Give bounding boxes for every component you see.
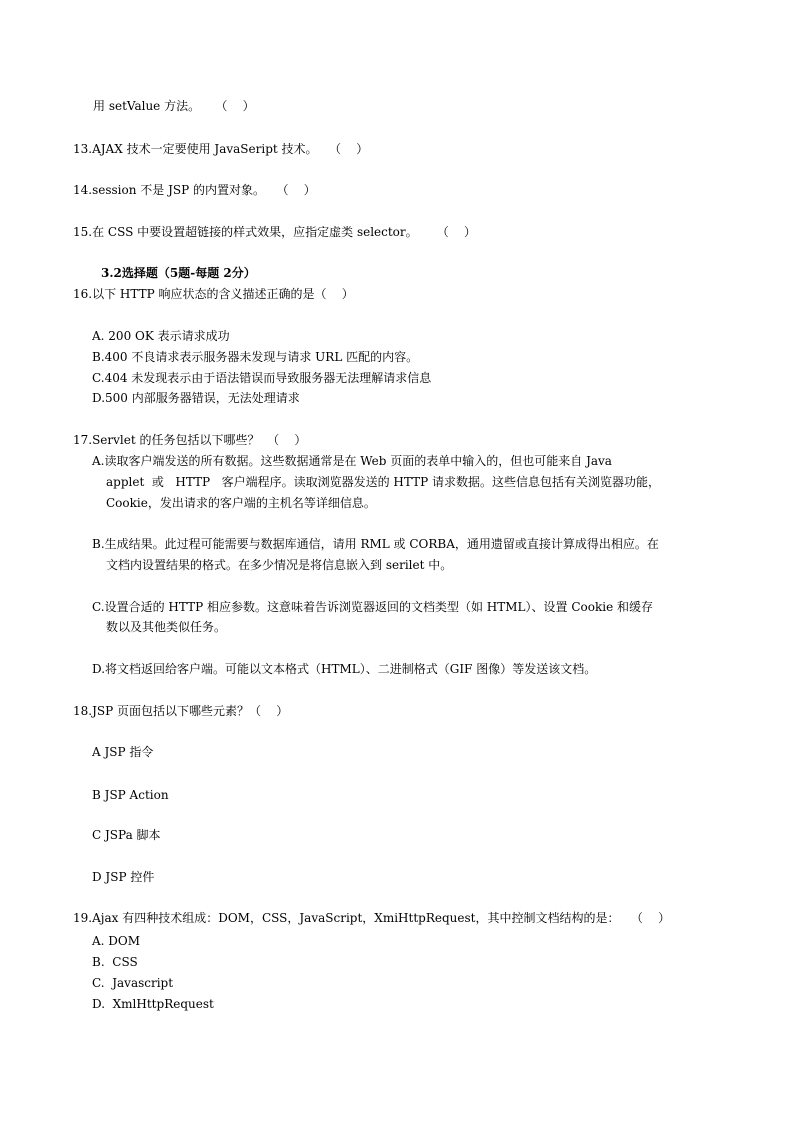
q12-continuation: 用 setValue 方法。 （ ）: [93, 99, 255, 113]
q19-option-a: A. DOM: [92, 934, 141, 948]
q19-text: 19.Ajax 有四种技术组成：DOM，CSS，JavaScript，XmiHttpRequest，其中控制文档结构的是： （ ）: [73, 911, 671, 925]
q17-option-b-line2: 文档内设置结果的格式。在多少情况是将信息嵌入到 serilet 中。: [106, 558, 453, 572]
q17-option-a: A.读取客户端发送的所有数据。这些数据通常是在 Web 页面的表单中输入的，但也可能来自 Java: [92, 454, 612, 468]
q19-option-b: B. CSS: [92, 955, 138, 969]
q17-text: 17.Servlet 的任务包括以下哪些？ （ ）: [73, 433, 307, 447]
q17-option-a-line2: applet 或 HTTP 客户端程序。读取浏览器发送的 HTTP 请求数据。这些信息包括有关浏览器功能，: [106, 475, 660, 489]
q16-option-b: B.400 不良请求表示服务器未发现与请求 URL 匹配的内容。: [92, 350, 419, 364]
q19-option-d: D. XmlHttpRequest: [92, 997, 214, 1011]
section-heading: 3.2选择题（5题-每题 2分）: [101, 266, 256, 280]
q18-option-c: C JSPa 脚本: [92, 828, 161, 842]
q13-text: 13.AJAX 技术一定要使用 JavaSeript 技术。 （ ）: [73, 142, 369, 156]
q17-option-b: B.生成结果。此过程可能需要与数据库通信，请用 RML 或 CORBA，通用遗留或直接计算成得出相应。在: [92, 537, 659, 551]
q17-option-a-line3: Cookie，发出请求的客户端的主机名等详细信息。: [106, 496, 376, 510]
q15-text: 15.在 CSS 中要设置超链接的样式效果，应指定虚类 selector。 （ ）: [73, 225, 476, 239]
q16-option-d: D.500 内部服务器错误，无法处理请求: [92, 391, 300, 405]
q14-text: 14.session 不是 JSP 的内置对象。 （ ）: [73, 183, 316, 197]
q17-option-d: D.将文档返回给客户端。可能以文本格式（HTML）、二进制格式（GIF 图像）等发送该文档。: [92, 662, 597, 676]
q16-option-a: A. 200 OK 表示请求成功: [92, 329, 230, 343]
q18-text: 18.JSP 页面包括以下哪些元素？（ ）: [73, 704, 289, 718]
q16-text: 16.以下 HTTP 响应状态的含义描述正确的是（ ）: [73, 287, 354, 301]
q19-option-c: C. Javascript: [92, 976, 174, 990]
q16-option-c: C.404 未发现表示由于语法错误而导致服务器无法理解请求信息: [92, 371, 432, 385]
q18-option-a: A JSP 指令: [92, 745, 154, 759]
q17-option-c: C.设置合适的 HTTP 相应参数。这意味着告诉浏览器返回的文档类型（如 HTML）、设置 Cookie 和缓存: [92, 600, 653, 614]
q18-option-d: D JSP 控件: [92, 870, 155, 884]
q18-option-b: B JSP Action: [92, 788, 169, 802]
q17-option-c-line2: 数以及其他类似任务。: [106, 620, 227, 634]
